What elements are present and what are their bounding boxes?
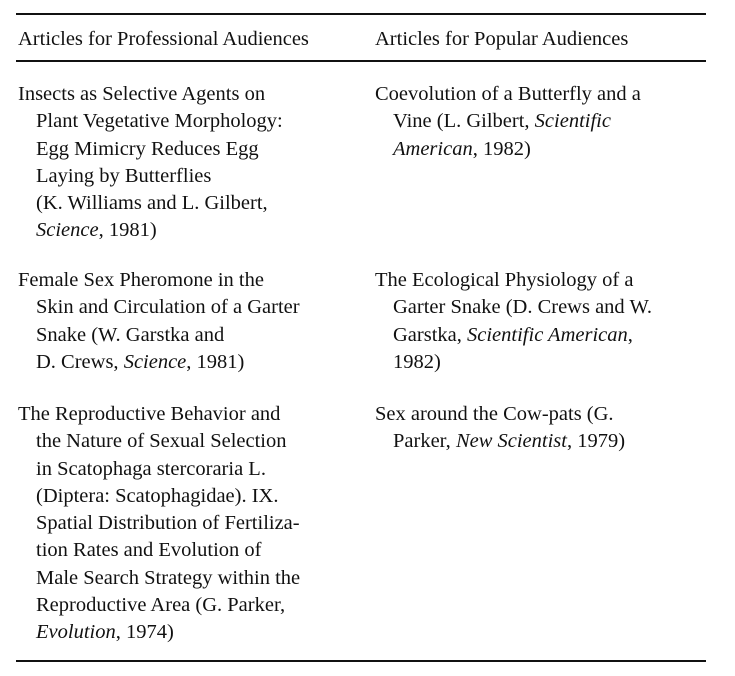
entry-line: Egg Mimicry Reduces Egg xyxy=(36,137,259,160)
entry-line: Reproductive Area (G. Parker, xyxy=(36,594,286,617)
entry-professional-2 xyxy=(18,267,358,376)
entry-line: Parker, New Scientist, 1979) xyxy=(393,430,626,453)
entry-popular-3 xyxy=(375,401,707,456)
top-rule xyxy=(16,13,706,15)
entry-line: Plant Vegetative Morphology: xyxy=(36,110,283,133)
entry-line: in Scatophaga stercoraria L. xyxy=(36,457,266,480)
entry-line: the Nature of Sexual Selection xyxy=(36,430,287,453)
entry-line: Vine (L. Gilbert, Scientific xyxy=(393,110,611,133)
entry-line: (Diptera: Scatophagidae). IX. xyxy=(36,484,279,507)
entry-professional-3 xyxy=(18,401,358,647)
entry-line: Evolution, 1974) xyxy=(36,621,174,644)
entry-line: 1982) xyxy=(393,350,441,373)
entry-popular-1 xyxy=(375,81,707,163)
entry-line: Snake (W. Garstka and xyxy=(36,323,225,346)
entry-line: Coevolution of a Butterfly and a xyxy=(375,83,641,105)
entry-line: Garstka, Scientific American, xyxy=(393,323,633,346)
entry-line: Spatial Distribution of Fertiliza- xyxy=(36,512,300,535)
entry-line: Male Search Strategy within the xyxy=(36,566,301,589)
entry-line: Sex around the Cow-pats (G. xyxy=(375,403,614,425)
entry-line: tion Rates and Evolution of xyxy=(36,539,262,562)
entry-line: Laying by Butterflies xyxy=(36,164,212,187)
entry-popular-2 xyxy=(375,267,707,376)
entry-line: The Reproductive Behavior and xyxy=(18,403,281,425)
entry-professional-1 xyxy=(18,81,358,245)
entry-line: American, 1982) xyxy=(393,137,531,160)
header-popular: Articles for Popular Audiences xyxy=(375,28,629,50)
entry-line: D. Crews, Science, 1981) xyxy=(36,350,245,373)
header-professional: Articles for Professional Audiences xyxy=(18,28,309,50)
bottom-rule xyxy=(16,660,706,662)
entry-line: The Ecological Physiology of a xyxy=(375,269,634,291)
entry-line: (K. Williams and L. Gilbert, xyxy=(36,192,268,215)
entry-line: Female Sex Pheromone in the xyxy=(18,269,264,291)
header-rule xyxy=(16,60,706,62)
entry-line: Skin and Circulation of a Garter xyxy=(36,296,300,319)
entry-line: Garter Snake (D. Crews and W. xyxy=(393,296,653,319)
entry-line: Science, 1981) xyxy=(36,219,157,242)
entry-line: Insects as Selective Agents on xyxy=(18,83,266,105)
